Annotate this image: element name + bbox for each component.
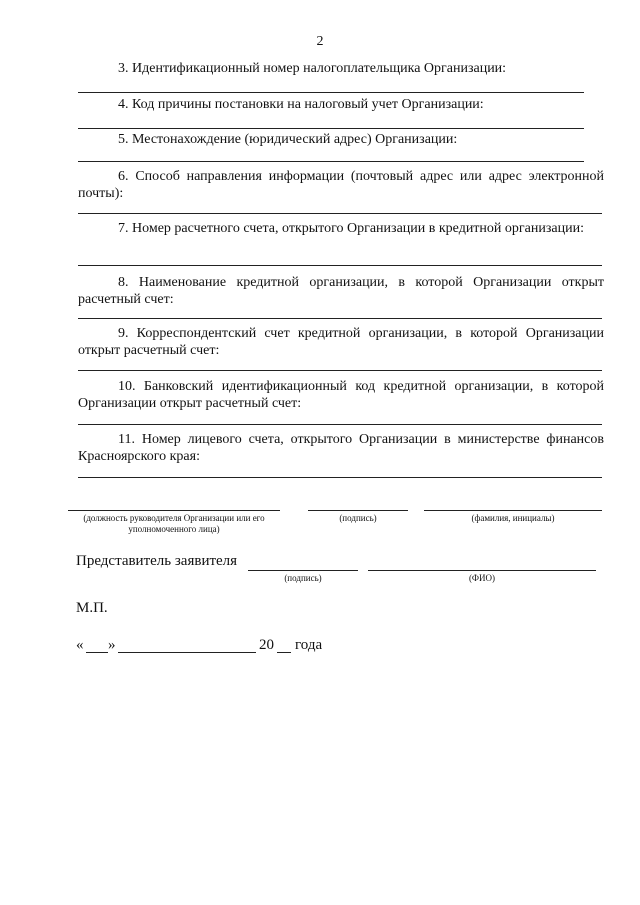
page-number: 2 [316,34,324,49]
form-item-inn [78,60,604,77]
representative-name-line[interactable] [368,570,596,571]
form-item-kpp [78,96,604,113]
form-item-account [78,220,604,237]
position-caption: (должность руководителя Организации или его уполномоченного лица) [83,513,265,534]
form-item-label: 10. Банковский идентификационный код кредитной организации, в которой Организации открыт расчетный счет: [78,379,604,411]
form-item-label: 9. Корреспондентский счет кредитной организации, в которой Организации открыт расчетный счет: [78,326,604,358]
representative-name-caption: (ФИО) [468,573,496,583]
corr-account-field-line[interactable] [78,370,602,371]
representative-signature-line[interactable] [248,570,358,571]
form-item-info-method [78,168,604,202]
representative-signature-caption: (подпись) [284,573,322,583]
form-item-label: 3. Идентификационный номер налогоплательщика Организации: [118,61,507,76]
bank-name-field-line[interactable] [78,318,602,319]
date-month-line[interactable] [118,652,256,653]
form-item-label: 7. Номер расчетного счета, открытого Организации в кредитной организации: [118,221,584,236]
inn-field-line[interactable] [78,92,584,93]
date-year-line[interactable] [277,652,291,653]
form-item-address [78,131,604,148]
signature-line[interactable] [308,510,408,511]
form-item-label: 4. Код причины постановки на налоговый учет Организации: [118,97,484,112]
representative-label: Представитель заявителя [76,553,238,569]
form-item-bik [78,378,604,412]
form-item-label: 6. Способ направления информации (почтовый адрес или адрес электронной почты): [78,169,604,201]
signature-caption: (подпись) [339,513,377,523]
date-close-quote: » [108,637,116,653]
form-item-personal-account [78,431,604,465]
date-open-quote: « [76,637,84,653]
name-line[interactable] [424,510,602,511]
bik-field-line[interactable] [78,424,602,425]
name-caption: (фамилия, инициалы) [471,513,555,523]
date-year-suffix: года [295,637,323,653]
date-day-line[interactable] [86,652,108,653]
kpp-field-line[interactable] [78,128,584,129]
account-field-line[interactable] [78,265,602,266]
personal-account-field-line[interactable] [78,477,602,478]
date-year-prefix: 20 [259,637,274,653]
form-item-label: 8. Наименование кредитной организации, в которой Организации открыт расчетный счет: [78,275,604,307]
form-item-corr-account [78,325,604,359]
position-line[interactable] [68,510,280,511]
address-field-line[interactable] [78,161,584,162]
form-item-bank-name [78,274,604,308]
info-method-field-line[interactable] [78,213,602,214]
form-item-label: 5. Местонахождение (юридический адрес) Организации: [118,132,458,147]
stamp-label: М.П. [76,600,108,616]
form-item-label: 11. Номер лицевого счета, открытого Организации в министерстве финансов Красноярского края: [78,432,604,464]
